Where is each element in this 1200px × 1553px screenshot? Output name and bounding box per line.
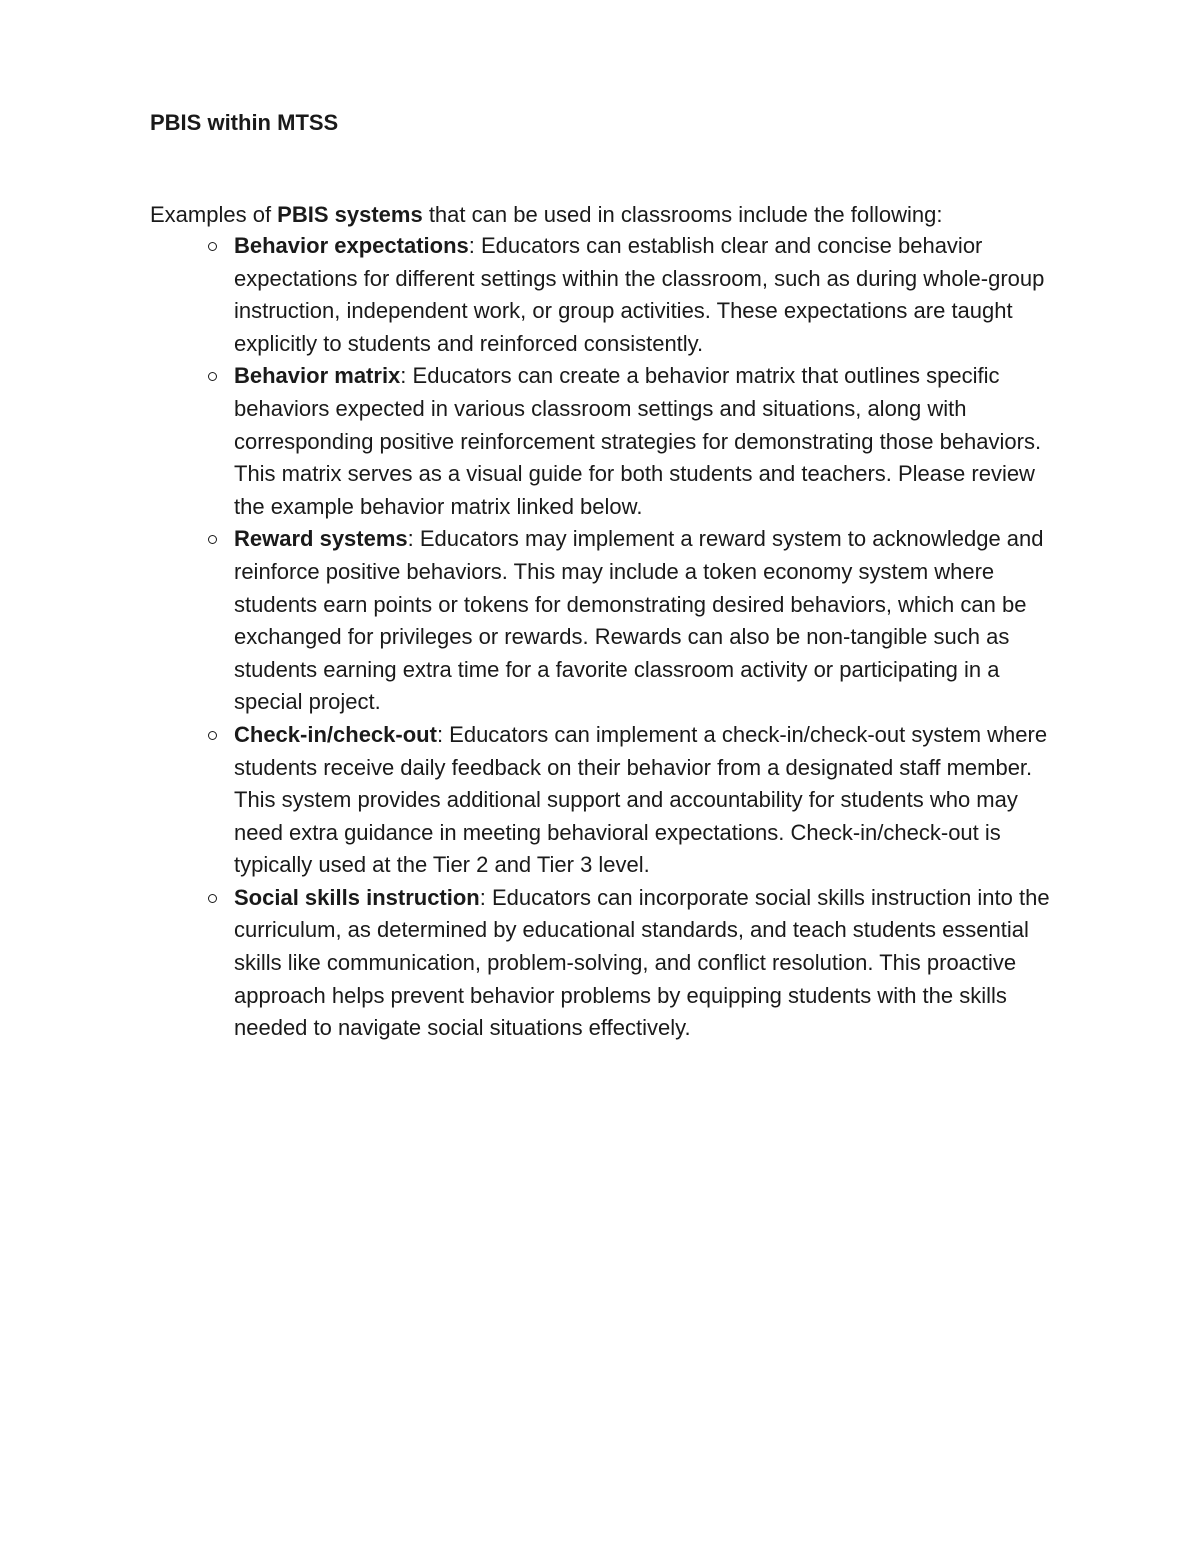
item-description: : Educators can establish clear and concise behavior expectations for different settings within the classroom, such as during whole-group instruction, independent work, or group activities. These expectations are taught explicitly to students and reinforced consistently. bbox=[234, 233, 1045, 356]
intro-bold-term: PBIS systems bbox=[277, 202, 423, 227]
hollow-circle-bullet-icon bbox=[208, 894, 217, 903]
intro-paragraph bbox=[150, 199, 1070, 232]
intro-text-after: that can be used in classrooms include the following: bbox=[422, 202, 943, 227]
hollow-circle-bullet-icon bbox=[208, 372, 217, 381]
item-term: Social skills instruction bbox=[234, 884, 480, 910]
list-item-check-in-check-out bbox=[234, 719, 1064, 882]
hollow-circle-bullet-icon bbox=[208, 535, 217, 544]
list-item-behavior-matrix bbox=[234, 360, 1064, 523]
list-item-behavior-expectations bbox=[234, 230, 1064, 360]
item-description: : Educators can implement a check-in/check-out system where students receive daily feedback on their behavior from a designated staff member. This system provides additional support and accountability for students who may need extra guidance in meeting behavioral expectations. Check-in/check-out is typically used at the Tier 2 and Tier 3 level. bbox=[234, 721, 1048, 878]
item-description: : Educators can incorporate social skills instruction into the curriculum, as determined by educational standards, and teach students essential skills like communication, problem-solving, and conflict resolution. This proactive approach helps prevent behavior problems by equipping students with the skills needed to navigate social situations effectively. bbox=[234, 884, 1050, 1041]
item-description: : Educators may implement a reward system to acknowledge and reinforce positive behaviors. This may include a token economy system where students earn points or tokens for demonstrating desired behaviors, which can be exchanged for privileges or rewards. Rewards can also be non-tangible such as students earning extra time for a favorite classroom activity or participating in a special project. bbox=[234, 526, 1044, 715]
hollow-circle-bullet-icon bbox=[208, 242, 217, 251]
item-description: : Educators can create a behavior matrix that outlines specific behaviors expected in various classroom settings and situations, along with corresponding positive reinforcement strategies for demonstrating those behaviors. This matrix serves as a visual guide for both students and teachers. Please review the example behavior matrix linked below. bbox=[234, 363, 1042, 519]
document-title: PBIS within MTSS bbox=[150, 110, 339, 135]
item-term: Check-in/check-out bbox=[234, 721, 437, 747]
hollow-circle-bullet-icon bbox=[208, 731, 217, 740]
list-item-social-skills-instruction bbox=[234, 882, 1064, 1045]
list-item-reward-systems bbox=[234, 523, 1064, 719]
intro-text-before: Examples of bbox=[150, 202, 278, 227]
pbis-systems-list bbox=[234, 230, 1064, 1045]
item-term: Behavior matrix bbox=[234, 363, 401, 389]
item-term: Reward systems bbox=[234, 526, 408, 552]
item-term: Behavior expectations bbox=[234, 233, 469, 258]
